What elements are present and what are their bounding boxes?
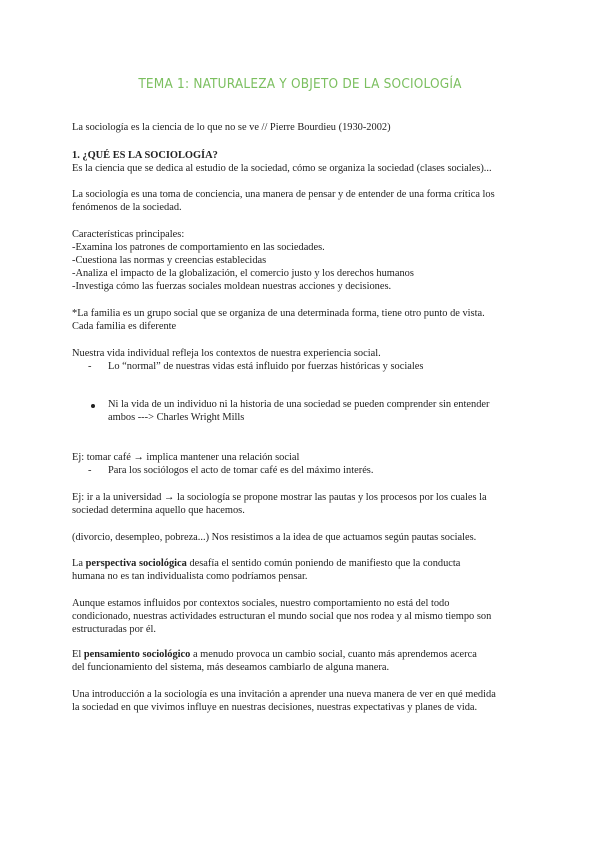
definition-line: Es la ciencia que se dedica al estudio de la sociedad, cómo se organiza la sociedad (clases sociales)...: [72, 163, 492, 174]
paragraph-line: fenómenos de la sociedad.: [72, 202, 182, 213]
example-line: Ej: ir a la universidad → la sociología se propone mostrar las pautas y los procesos por los cuales la: [72, 492, 487, 503]
note-line: *La familia es un grupo social que se organiza de una determinada forma, tiene otro punto de vista.: [72, 308, 485, 319]
quote: La sociología es la ciencia de lo que no se ve // Pierre Bourdieu (1930-2002): [72, 122, 391, 133]
text-span: desafía el sentido común poniendo de manifiesto que la conducta: [186, 558, 461, 569]
text-span: El: [72, 649, 84, 660]
list-item: Ni la vida de un individuo ni la historia de una sociedad se pueden comprender sin entender: [108, 399, 490, 410]
bold-term: pensamiento sociológico: [83, 649, 191, 660]
list-item: Para los sociólogos el acto de tomar café es del máximo interés.: [108, 465, 374, 476]
characteristic-item: -Examina los patrones de comportamiento en las sociedades.: [72, 242, 325, 253]
note-line: Cada familia es diferente: [72, 321, 177, 332]
page-title: TEMA 1: NATURALEZA Y OBJETO DE LA SOCIOLOGÍA: [138, 76, 462, 92]
list-item: Lo “normal” de nuestras vidas está influido por fuerzas históricas y sociales: [108, 361, 424, 372]
paragraph-line: condicionado, nuestras actividades estructuran el mundo social que nos rodea y al mismo tiempo son: [72, 611, 492, 622]
characteristic-item: -Investiga cómo las fuerzas sociales moldean nuestras acciones y decisiones.: [72, 281, 392, 292]
characteristics-heading: Características principales:: [72, 229, 185, 240]
example-line: sociedad determina aquello que hacemos.: [72, 505, 245, 516]
characteristic-item: -Cuestiona las normas y creencias establecidas: [72, 255, 267, 266]
text-span: La: [72, 558, 86, 569]
paragraph-line: La sociología es una toma de conciencia, una manera de pensar y de entender de una forma crítica los: [72, 189, 495, 200]
list-item: ambos ---> Charles Wright Mills: [108, 412, 245, 423]
paragraph-line: la sociedad en que vivimos influye en nuestras decisiones, nuestras expectativas y planes de vida.: [72, 702, 478, 713]
paragraph-line: (divorcio, desempleo, pobreza...) Nos resistimos a la idea de que actuamos según pautas sociales.: [72, 532, 477, 543]
bullet-icon: [91, 404, 95, 408]
paragraph-line: [72, 648, 532, 661]
dash-marker: -: [88, 465, 92, 476]
characteristic-item: -Analiza el impacto de la globalización, el comercio justo y los derechos humanos: [72, 268, 414, 279]
example-line: Ej: tomar café → implica mantener una relación social: [72, 452, 300, 463]
paragraph-line: estructuradas por él.: [72, 624, 156, 635]
section-heading: 1. ¿QUÉ ES LA SOCIOLOGÍA?: [72, 150, 218, 161]
paragraph-line: del funcionamiento del sistema, más deseamos cambiarlo de alguna manera.: [72, 662, 390, 673]
paragraph-line: humana no es tan individualista como podríamos pensar.: [72, 571, 308, 582]
text-span: a menudo provoca un cambio social, cuanto más aprendemos acerca: [190, 649, 477, 660]
paragraph-line: Una introducción a la sociología es una invitación a aprender una nueva manera de ver en qué medida: [72, 689, 496, 700]
paragraph-line: Aunque estamos influidos por contextos sociales, nuestro comportamiento no está del todo: [72, 598, 450, 609]
dash-marker: -: [88, 361, 92, 372]
paragraph-line: [72, 557, 532, 570]
paragraph-line: Nuestra vida individual refleja los contextos de nuestra experiencia social.: [72, 348, 381, 359]
bold-term: perspectiva sociológica: [85, 558, 187, 569]
